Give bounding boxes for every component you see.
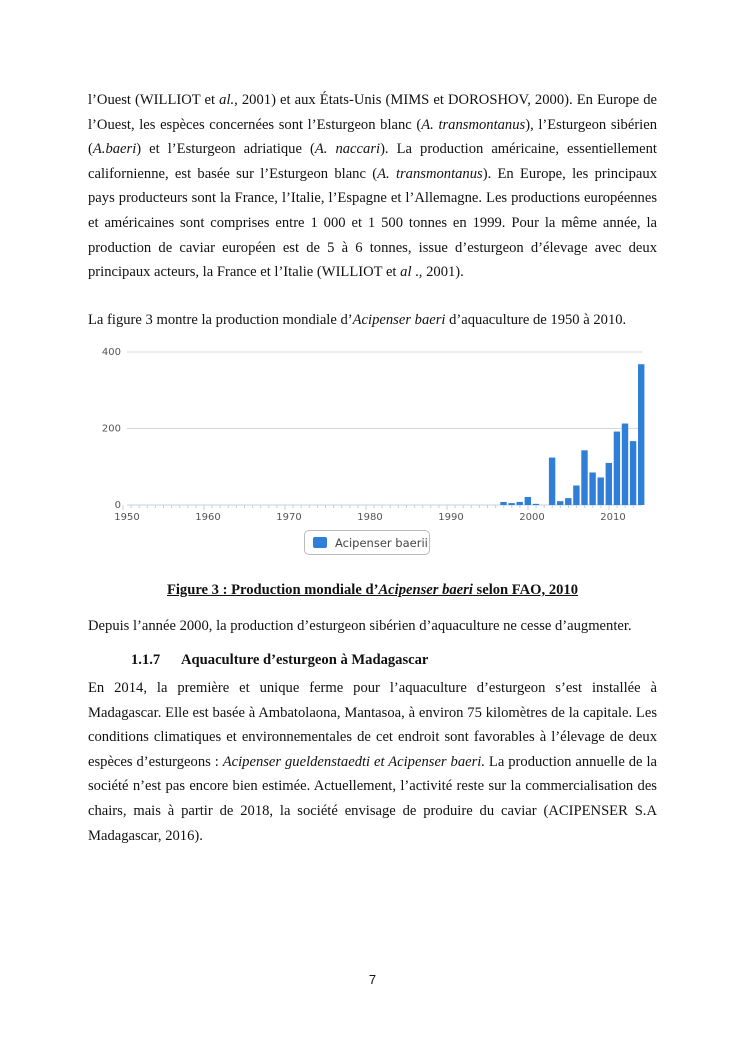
italic-text: al [400,264,412,281]
paragraph-madagascar [88,676,657,848]
italic-text: Acipenser gueldenstaedti et Acipenser baeri. [222,753,485,770]
production-bar-chart [95,338,650,538]
bar-2013 [638,364,644,505]
x-tick-label: 1960 [195,512,221,523]
bar-2008 [598,477,604,505]
bar-1999 [525,497,531,505]
paragraph-since-2000 [88,614,657,639]
section-title: Aquaculture d’esturgeon à Madagascar [181,652,429,668]
x-tick-label: 1970 [276,512,302,523]
text-segment: La figure 3 montre la production mondiale d’ [88,312,353,328]
bar-2002 [549,458,555,505]
paragraph-europe-usa [88,88,657,285]
italic-text: al., [219,92,238,108]
bar-2003 [557,501,563,505]
text-segment: La production annuelle de la société n’est pas encore bien estimée. Actuellement, l’activité reste sur la commercialisation des chairs, mais à partir de 2018, la société envisage de produire du caviar (ACIPENSER S.A Madagascar, 2016). [88,753,657,844]
italic-text: A. transmontanus [377,165,483,182]
x-tick-label: 1980 [357,512,383,523]
bar-1996 [500,502,506,505]
y-tick-label: 0 [114,500,121,511]
text-segment: 2001) et aux États-Unis (MIMS et DOROSHOV, 2000). En Europe de l’Ouest, les espèces concernées sont l’Esturgeon blanc ( [88,92,658,133]
bar-2005 [573,485,579,505]
text-segment: ) et l’Esturgeon adriatique ( [136,141,315,158]
bar-2007 [589,472,595,505]
italic-text: A. transmontanus [421,116,526,133]
text-segment: En 2014, la première et unique ferme pour l’aquaculture d’esturgeon s’est installée à Madagascar. Elle est basée à Ambatolaona, Mantasoa, à environ 75 kilomètres de la capitale. Les conditions climatiques et environnementales de cet endroit sont favorables à l’élevage de deux espèces d’esturgeons : [88,680,657,770]
text-segment: ). La production américaine, essentiellement californienne, est basée sur l’Esturgeon blanc ( [88,141,657,182]
y-tick-label: 200 [101,423,121,435]
italic-text: A. naccari [314,141,381,158]
caption-suffix: selon FAO, 2010 [472,582,579,598]
bar-2000 [533,504,539,505]
caption-prefix: Figure 3 : Production mondiale d’ [166,582,379,598]
x-tick-label: 2010 [600,512,626,523]
bar-1998 [517,502,523,505]
text-segment: ). En Europe, les principaux pays producteurs sont la France, l’Italie, l’Espagne et l’Allemagne. Les productions européennes et américaines sont comprises entre 1 000 et 1 500 tonnes en 1999. Pour la même année, la production de caviar européen est de 5 à 6 tonnes, issue d’esturgeon d’élevage avec deux principaux acteurs, la France et l’Italie (WILLIOT et [88,165,657,281]
section-number: 1.1.7 [131,652,161,668]
figure-caption [0,582,745,599]
chart-legend[interactable] [304,530,430,555]
x-tick-label: 1990 [438,512,464,523]
paragraph-figure-intro [88,308,657,333]
text-segment: ), l’Esturgeon sibérien ( [88,116,658,158]
bar-2012 [630,441,636,505]
bar-2011 [622,424,628,505]
text-segment: Depuis l’année 2000, la production d’esturgeon sibérien d’aquaculture ne cesse d’augmenter. [88,618,632,634]
x-tick-label: 1950 [114,512,140,523]
italic-text: A.baeri [92,141,137,158]
section-heading [131,652,428,669]
bar-2010 [614,432,620,505]
bar-2004 [565,498,571,505]
text-segment: ., 2001). [411,264,464,281]
y-tick-label: 400 [101,347,121,358]
bar-1997 [508,503,514,505]
caption-species: Acipenser baeri [378,582,473,598]
italic-text: Acipenser baeri [352,312,446,328]
x-tick-label: 2000 [519,512,545,523]
page-number: 7 [368,972,377,987]
bar-2009 [606,463,612,505]
legend-label: Acipenser baerii [335,535,428,550]
legend-swatch [313,537,327,548]
text-segment: d’aquaculture de 1950 à 2010. [445,312,627,328]
bar-2006 [581,450,587,505]
text-segment: l’Ouest (WILLIOT et [88,92,220,108]
